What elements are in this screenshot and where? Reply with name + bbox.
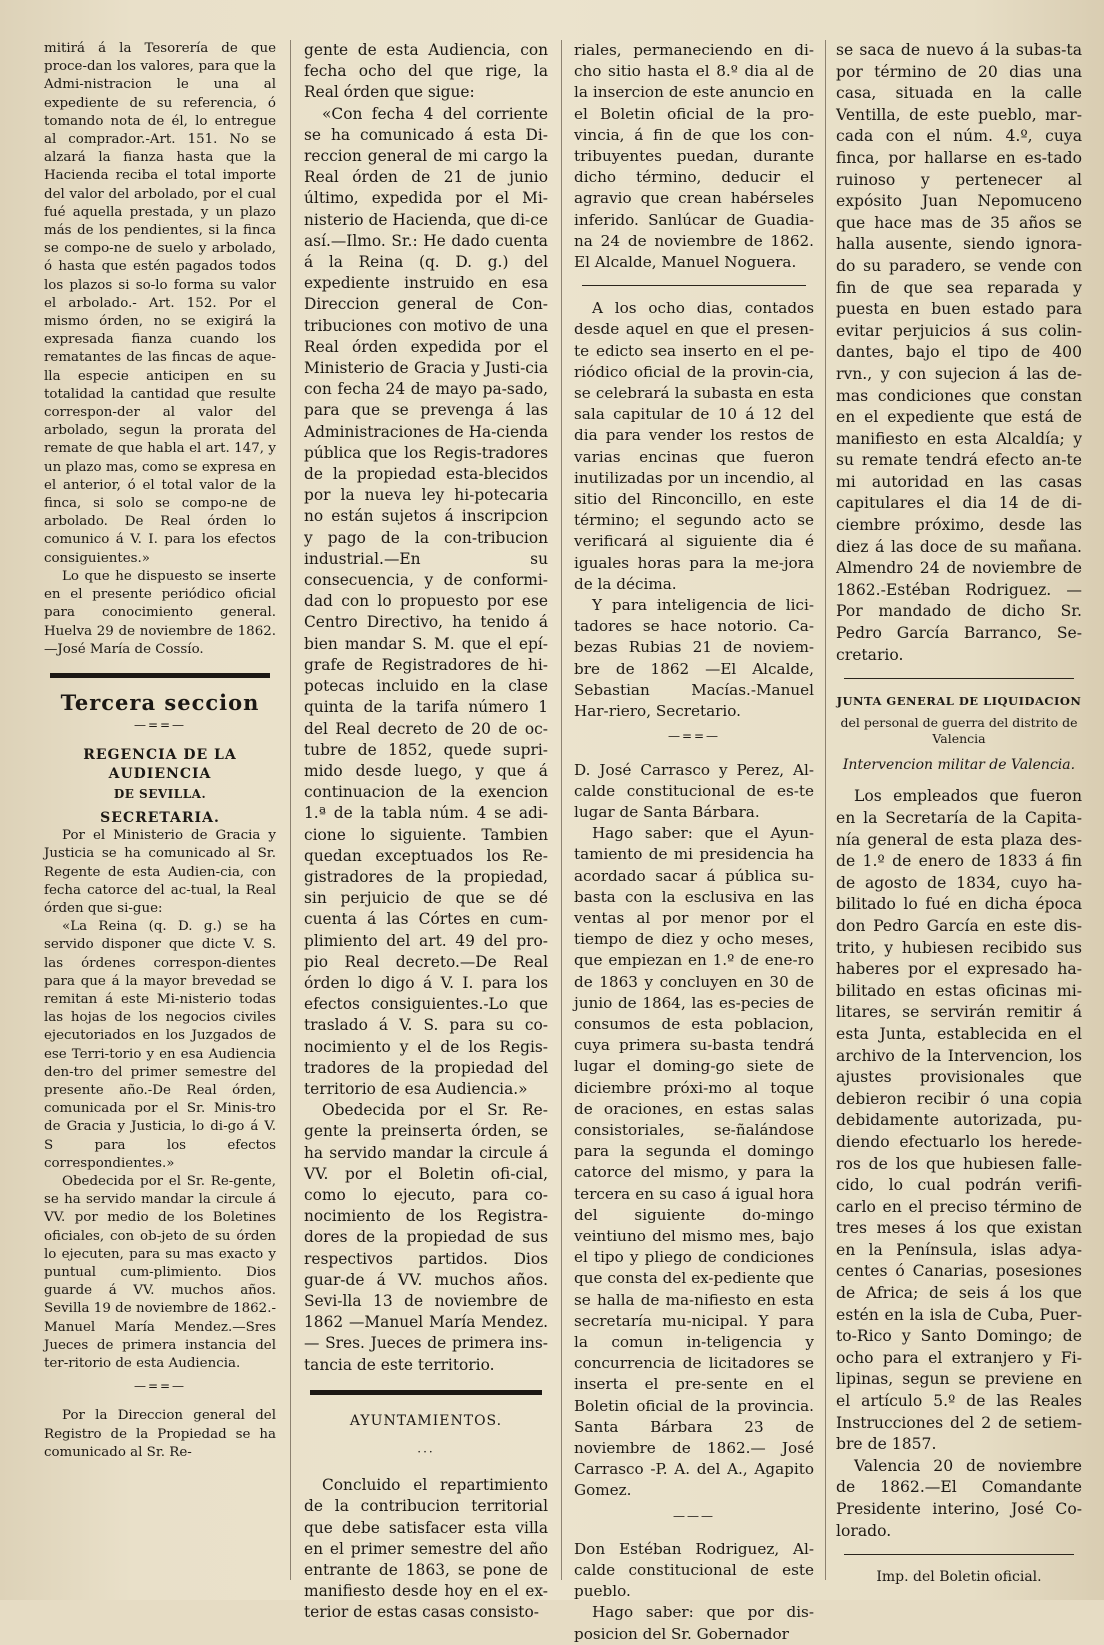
subheading: del personal de guerra del distrito de Valencia — [840, 714, 1078, 746]
paragraph: D. José Carrasco y Perez, Al-calde constitucional de es-te lugar de Santa Bárbara. — [574, 760, 814, 821]
paragraph: Concluido el repartimiento de la contribucion territorial que debe satisfacer esta villa en el primer semestre del año entrante de 1863, se pone de manifiesto desde hoy en el ex-terior de estas casas consisto- — [304, 1476, 548, 1622]
printer-imprint: Imp. del Boletin oficial. — [876, 1569, 1042, 1586]
paragraph: Hago saber: que por dis-posicion del Sr. Gobernador — [574, 1603, 814, 1643]
ornament-divider: —==— — [667, 729, 721, 744]
paragraph: Valencia 20 de noviembre de 1862.—El Comandante Presidente interino, José Co-lorado. — [836, 1456, 1082, 1540]
paragraph: «La Reina (q. D. g.) se ha servido disponer que dicte V. S. las órdenes correspon-dientes para que á la mayor brevedad se remitan á este Mi-nisterio todas las hojas de los negocios civiles ejecutoriados en los Juzgados de ese Terri-torio y en esa Audiencia den-tro del primer semestre del presente año.-De Real órden, comunicada por el Sr. Minis-tro de Gracia y Justicia, lo di-go á V. S para los efectos correspondientes.» — [44, 919, 276, 1171]
paragraph: «Con fecha 4 del corriente se ha comunicado á esta Di-reccion general de mi cargo la Real órden de 21 de junio último, expedida por el Mi-nisterio de Hacienda, que di-ce así.—Ilmo. Sr.: He dado cuenta á la Reina (q. D. g.) del expediente instruido en esa Direccion general de Con-tribuciones con motivo de una Real órden expedida por el Ministerio de Gracia y Justi-cia con fecha 24 de mayo pa-sado, para que se prevenga á las Administraciones de Ha-cienda pública que los Regis-tradores de la propiedad esta-blecidos por la nueva ley hi-potecaria no están sujetos á inscripcion y pago de la con-tribucion industrial.—En su consecuencia, y de conformi-dad con lo propuesto por ese Centro Directivo, ha tenido á bien mandar S. M. que el epí-grafe de Registradores de hi-potecas incluido en la clase quinta de la tarifa número 1 del Real decreto de 20 de oc-tubre de 1852, quede supri-mido desde luego, y que á continuacion de la exencion 1.ª de la tabla núm. 4 se adi-cione lo siguiente. Tambien quedan exceptuados los Re-gistradores de la propiedad, sin perjuicio de que se dé cuenta á las Córtes en cum-plimiento del art. 49 del pro-pio Real decreto.—De Real órden lo digo á V. I. para los efectos consiguientes.-Lo que traslado á V. S. para su co-nocimiento y el de los Regis-tradores de la propiedad del territorio de esa Audiencia.» — [304, 104, 548, 1098]
paragraph: Lo que he dispuesto se inserte en el presente periódico oficial para conocimiento general. Huelva 29 de noviembre de 1862.—José María de Cossío. — [44, 568, 276, 657]
column-1 — [44, 40, 276, 1580]
section-heading: AYUNTAMIENTOS. — [349, 1412, 503, 1429]
thick-rule — [310, 1390, 542, 1395]
heading: SECRETARIA. — [100, 809, 220, 826]
paragraph: Don Estéban Rodriguez, Al-calde constitucional de este pueblo. — [574, 1539, 814, 1601]
thin-rule — [844, 1554, 1074, 1555]
thin-rule — [582, 285, 806, 286]
subheading: Intervencion militar de Valencia. — [842, 756, 1076, 773]
thin-rule — [844, 678, 1074, 679]
paragraph: Obedecida por el Sr. Re-gente, se ha servido mandar la circule á VV. por medio de los Boletines oficiales, con ob-jeto de su órden lo ejecuten, para su mas exacto y puntual cum-plimiento. Dios guarde á VV. muchos años. Sevilla 19 de noviembre de 1862.-Manuel María Mendez.—Sres Jueces de primera instancia del ter-ritorio de esta Audiencia. — [44, 1173, 276, 1372]
paragraph: Por el Ministerio de Gracia y Justicia se ha comunicado al Sr. Regente de esta Audien-cia, con fecha catorce del ac-tual, la Real órden que si-gue: — [44, 828, 276, 916]
paragraph: mitirá á la Tesorería de que proce-dan los valores, para que la Admi-nistracion le una al expediente de su referencia, ó tomando nota de él, lo entregue al comprador.-Art. 151. No se alzará la fianza hasta que la Hacienda reciba el total importe del valor del arbolado, por el cual fué aquella prestada, y un plazo más de los pendientes, si la finca se compo-ne de suelo y arbolado, ó hasta que estén pagados todos los plazos si so-lo forma su valor el arbolado.- Art. 152. Por el mismo órden, no se exigirá la expresada fianza cuando los rematantes de las fincas de aque-lla especie anticipen en su totalidad la cantidad que resulte correspon-der al valor del arbolado, segun la prorata del remate de que habla el art. 147, y un plazo mas, como se expresa en el anterior, ó el total valor de la finca, si solo se compo-ne de arbolado. De Real órden lo comunico á V. I. para los efectos consiguientes.» — [44, 41, 276, 566]
paragraph: se saca de nuevo á la subas-ta por término de 20 dias una casa, situada en la calle Ventilla, de este pueblo, mar-cada con el núm. 4.º, cuya finca, por hallarse en es-tado ruinoso y pertenecer al expósito Juan Nepomuceno que hace mas de 35 años se halla ausente, siendo ignora-do su paradero, se vende con fin de que sea reparada y puesta en buen estado para evitar perjuicios á sus colin-dantes, bajo el tipo de 400 rvn., y con sujecion á las de-mas condiciones que constan en el expediente que está de manifiesto en esta Alcaldía; y su remate tendrá efecto an-te mi autoridad en las casas capitulares el dia 14 de di-ciembre próximo, desde las diez á las doce de su mañana. Almendro 24 de noviembre de 1862.-Estéban Rodriguez. —Por mandado de dicho Sr. Pedro García Barranco, Se-cretario. — [836, 41, 1082, 664]
column-2 — [304, 40, 548, 1622]
paragraph: Por la Direccion general del Registro de la Propiedad se ha comunicado al Sr. Re- — [44, 1408, 276, 1460]
heading: JUNTA GENERAL DE LIQUIDACION — [836, 694, 1082, 709]
paragraph: A los ocho dias, contados desde aquel en que el presen-te edicto sea inserto en el pe-riódico oficial de la provin-cia, se celebrará la subasta en esta sala capitular de 10 á 12 del dia para vender los restos de varias encinas que fueron inutilizadas por un incendio, al sitio del Rinconcillo, en este término; el segundo acto se verificará al siguiente dia é iguales horas para la me-jora de la décima. — [574, 299, 814, 593]
heading: REGENCIA DE LA AUDIENCIA — [83, 747, 237, 782]
thick-rule — [50, 673, 270, 678]
ornament-divider: ——— — [673, 1508, 715, 1523]
paragraph: gente de esta Audiencia, con fecha ocho del que rige, la Real órden que sigue: — [304, 41, 548, 102]
paragraph: Y para inteligencia de lici-tadores se hace notorio. Ca-bezas Rubias 21 de noviem-bre de 1862 —El Alcalde, Sebastian Macías.-Manuel Har-riero, Secretario. — [574, 596, 814, 721]
ornament-divider: —==— — [133, 1379, 187, 1394]
column-divider — [561, 40, 562, 1580]
subheading: DE SEVILLA. — [113, 786, 207, 801]
column-divider — [290, 40, 291, 1580]
paragraph: Hago saber: que el Ayun-tamiento de mi presidencia ha acordado sacar á pública su-basta con la esclusiva en las ventas al por menor por el tiempo de diez y ocho meses, que empiezan en 1.º de ene-ro de 1863 y concluyen en 30 de junio de 1864, las es-pecies de consumos de esta poblacion, cuya primera su-basta tendrá lugar el doming-go siete de diciembre próxi-mo al toque de oraciones, en estas salas consistoriales, se-ñalándose para la segunda el domingo catorce del mismo, y para la tercera en su caso á igual hora del siguiente do-mingo veintiuno del mismo mes, bajo el tipo y pliego de condiciones que consta del ex-pediente que se halla de ma-nifiesto en esta secretaría mu-nicipal. Y para la comun in-teligencia y concurrencia de licitadores se inserta el pre-sente en el Boletin oficial de la provincia. Santa Bárbara 23 de noviembre de 1862.— José Carrasco -P. A. del A., Agapito Gomez. — [574, 824, 814, 1500]
ornament-divider: ··· — [417, 1445, 435, 1459]
paragraph: Los empleados que fueron en la Secretaría de la Capita-nía general de esta plaza des-de 1.º de enero de 1833 á fin de agosto de 1834, cuyo ha-bilitado lo fué en dicha época don Pedro García en este dis-trito, y hubiesen recibido sus haberes por el expresado ha-bilitado en estas oficinas mi-litares, se servirán remitir á esta Junta, establecida en el archivo de la Intervencion, los ajustes provisionales que debieron recibir ó una copia debidamente autorizada, pu-diendo efectuarlo los herede-ros de los que hubiesen falle-cido, lo cual podrán verifi-carlo en el preciso término de tres meses á los que existan en la Península, islas adya-centes ó Canarias, posesiones de Africa; de seis á los que estén en la isla de Cuba, Puer-to-Rico y Santo Domingo; de ocho para el extranjero y Fi-lipinas, segun se previene en el artículo 5.º de las Reales Instrucciones del 2 de setiem-bre de 1857. — [836, 787, 1082, 1454]
section-heading: Tercera seccion — [60, 689, 260, 715]
column-4 — [836, 40, 1082, 1586]
column-3 — [574, 40, 814, 1643]
ornament-divider: —==— — [133, 718, 187, 733]
column-divider — [825, 40, 826, 1580]
paragraph: riales, permaneciendo en di-cho sitio hasta el 8.º dia al de la insercion de este anuncio en el Boletin oficial de la pro-vincia, á fin de que los con-tribuyentes puedan, durante dicho término, deducir el agravio que crean habérseles inferido. Sanlúcar de Guadia-na 24 de noviembre de 1862. El Alcalde, Manuel Noguera. — [574, 41, 814, 272]
paragraph: Obedecida por el Sr. Re-gente la preinserta órden, se ha servido mandar la circule á VV. por el Boletin ofi-cial, como lo ejecuto, para co-nocimiento de los Registra-dores de la propiedad de sus respectivos partidos. Dios guar-de á VV. muchos años. Sevi-lla 13 de noviembre de 1862 —Manuel María Mendez.— Sres. Jueces de primera ins-tancia de este territorio. — [304, 1101, 548, 1374]
